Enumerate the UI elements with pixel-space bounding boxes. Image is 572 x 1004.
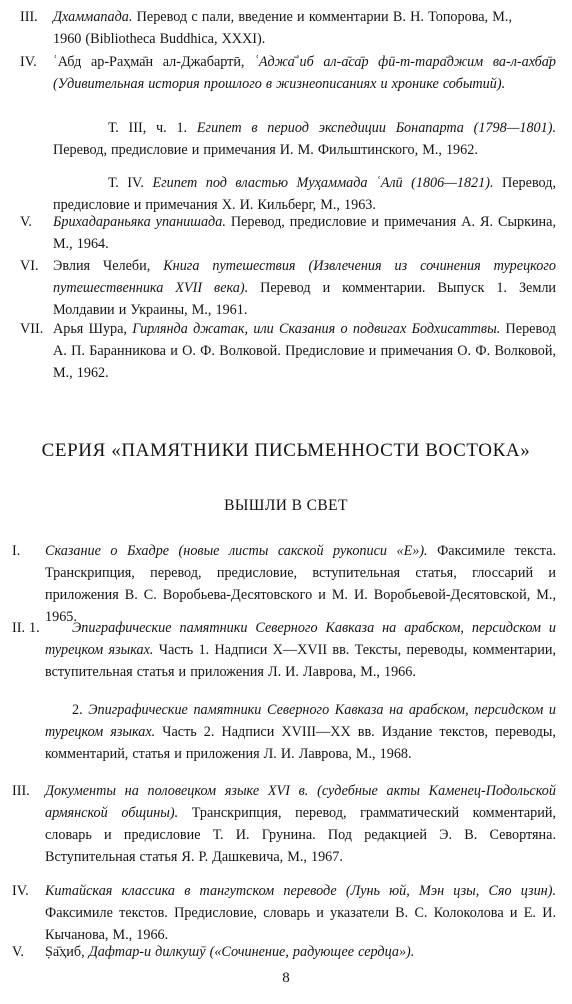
entry-author: Эвлия Челеби, [53,258,164,274]
series-subheading: ВЫШЛИ В СВЕТ [224,497,348,514]
entry-title: Сказание о Бхадре (новые листы сакской рукописи «Е»). [45,543,428,559]
entry-title: Документы на половецком языке XVI в. (судебные акты Каменец-Подольской армянской общины). [45,783,556,821]
page-number: 8 [282,970,290,986]
entry-details: Часть 1. Надписи X—XVII вв. Тексты, переводы, комментарии, вступительная статья и приложения Л. И. Лаврова, М., 1966. [45,642,556,680]
entry-details: Перевод и комментарии. Выпуск 1. Земли Молдавии и Украины, М., 1961. [53,280,556,318]
entry-author: Ṣа̄ҳиб, [45,944,89,960]
entry-details: Факсимиле текста. Транскрипция, перевод, предисловие, вступительная статья, глоссарий и приложения В. С. Воробьева-Десятовского и М. И. Воробьевой-Десятовской, М., 1965. [45,543,556,625]
entry-number: IV. [12,883,29,899]
entry-ii-1-epigraphy [12,617,556,683]
entry-details: Часть 2. Надписи XVIII—XX вв. Издание текстов, переводы, комментарий, статья и приложения Л. И. Лаврова, М., 1968. [45,724,556,762]
entry-number: II. 1. [12,620,40,636]
entry-iii-dhammapada [20,6,512,50]
entry-details: Перевод А. П. Баранникова и О. Ф. Волковой. Предисловие и примечания О. Ф. Волковой, М., 1962. [53,321,556,381]
entry-number: 2. [72,702,83,718]
entry-ii-2-epigraphy [45,699,556,765]
entry-details: Транскрипция, перевод, грамматический комментарий, словарь и предисловие Т. И. Грунина. Под редакцией Э. В. Севортяна. Вступительная статья Я. Р. Дашкевича, М., 1967. [45,805,556,865]
entry-details: Факсимиле текстов. Предисловие, словарь и указатели В. С. Колоколова и Е. И. Кычанова, М., 1966. [45,905,556,943]
entry-title: Дафтар-и дилкушӯ («Сочинение, радующее сердца»). [88,944,415,960]
entry-author: Арья Шура, [53,321,133,337]
entry-number: VI. [20,258,39,274]
entry-title: Египет под властью Муҳаммада ʿАлӣ (1806—1821). [152,175,494,191]
entry-title: ʿАджа̄ʾиб ал-а̄са̄р фӣ-т-тара̄джим ва-л-ахба̄р (Удивительная история прошлого в жизнеописаниях и хронике событий). [53,54,556,92]
entry-title: Эпиграфические памятники Северного Кавказа на арабском, персидском и турецком языках. [45,702,557,740]
entry-iv-vol3 [53,117,556,161]
entry-number: V. [20,214,32,230]
entry-title: Книга путешествия (Извлечения из сочинения турецкого путешественника XVII века). [53,258,556,296]
entry-title: Дхаммапада. [53,9,133,25]
entry-details: Перевод, предисловие и примечания И. М. Фильштинского, М., 1962. [53,142,478,158]
entry-details: Перевод с пали, введение и комментарии В. Н. Топорова, М., 1960 (Bibliotheca Buddhica, XXXI). [53,9,512,47]
entry-title: Египет в период экспедиции Бонапарта (1798—1801). [196,120,557,136]
volume-label: Т. III, ч. 1. [108,120,188,136]
entry-title: Брихадараньяка упанишада. [53,214,226,230]
entry-number: IV. [20,54,37,70]
entry-details: Перевод, предисловие и примечания А. Я. Сыркина, М., 1964. [53,214,556,252]
entry-iii-polovtsian [12,780,556,868]
entry-number: III. [12,783,30,799]
entry-number: III. [20,9,38,25]
entry-title: Гирлянда джатак, или Сказания о подвигах Бодхисаттвы. [132,321,501,337]
entry-iv-vol4 [53,172,556,216]
entry-number: I. [12,543,21,559]
entry-vi-evliya [20,255,556,321]
volume-label: Т. IV. [108,175,144,191]
entry-author: ʿАбд ар-Раҳма̄н ал-Джабартӣ, [53,54,255,70]
entry-vii-aryashura [20,318,556,384]
entry-title: Китайская классика в тангутском переводе (Лунь юй, Мэн цзы, Сяо цзин). [45,883,556,899]
entry-title: Эпиграфические памятники Северного Кавказа на арабском, персидском и турецком языках. [45,620,556,658]
entry-v-sahib [12,941,556,963]
entry-number: V. [12,944,24,960]
entry-iv-jabarti [20,51,556,95]
entry-v-brihadaranyaka [20,211,556,255]
entry-number: VII. [20,321,44,337]
entry-iv-tangut [12,880,556,946]
entry-details: Перевод, предисловие и примечания Х. И. Кильберг, М., 1963. [53,175,556,213]
series-heading: СЕРИЯ «ПАМЯТНИКИ ПИСЬМЕННОСТИ ВОСТОКА» [41,440,531,461]
